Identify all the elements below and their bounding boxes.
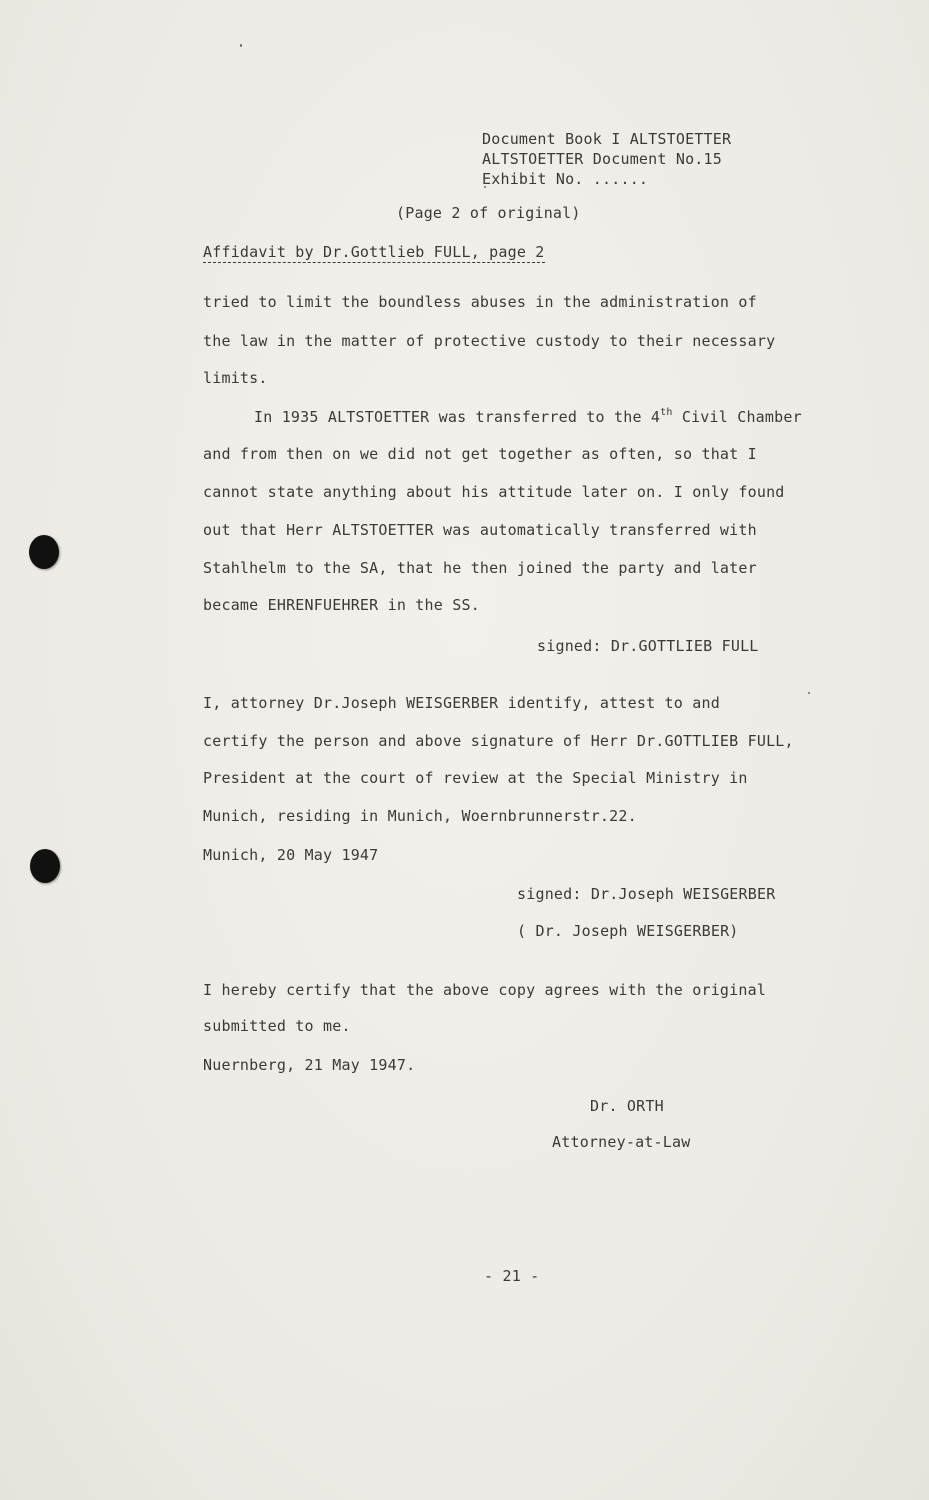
paragraph-2-text: In 1935 ALTSTOETTER was transferred to the 4 (254, 408, 661, 426)
page-number: - 21 - (484, 1267, 540, 1285)
paper-speck (240, 44, 242, 47)
punch-hole (30, 849, 60, 883)
paragraph-2-line: became EHRENFUEHRER in the SS. (203, 596, 480, 614)
header-document-number: ALTSTOETTER Document No.15 (482, 150, 722, 168)
paragraph-2-first-line (254, 408, 802, 426)
document-header (482, 130, 731, 190)
signature-weisgerber: signed: Dr.Joseph WEISGERBER (517, 885, 776, 903)
paragraph-1-line: limits. (203, 369, 268, 387)
certification-line: I hereby certify that the above copy agrees with the original (203, 981, 767, 999)
attestation-line: President at the court of review at the Special Ministry in (203, 769, 748, 787)
attestation-date: Munich, 20 May 1947 (203, 846, 379, 864)
signature-full: signed: Dr.GOTTLIEB FULL (537, 637, 759, 655)
signature-orth-role: Attorney-at-Law (552, 1133, 691, 1151)
paragraph-2-line: cannot state anything about his attitude later on. I only found (203, 483, 785, 501)
header-exhibit-number: Exhibit No. ...... (482, 170, 649, 188)
certification-line: submitted to me. (203, 1017, 351, 1035)
certification-date: Nuernberg, 21 May 1947. (203, 1056, 416, 1074)
ordinal-suffix: th (660, 407, 673, 418)
attestation-line: Munich, residing in Munich, Woernbrunnerstr.22. (203, 807, 637, 825)
paragraph-2-line: Stahlhelm to the SA, that he then joined the party and later (203, 559, 757, 577)
punch-hole (29, 535, 59, 569)
paragraph-2-text: Civil Chamber (672, 408, 802, 426)
paragraph-1-line: tried to limit the boundless abuses in the administration of (203, 293, 757, 311)
page-reference: (Page 2 of original) (396, 204, 581, 222)
paragraph-2-line: out that Herr ALTSTOETTER was automatically transferred with (203, 521, 757, 539)
paragraph-1-line: the law in the matter of protective custody to their necessary (203, 332, 776, 350)
signature-orth: Dr. ORTH (590, 1097, 664, 1115)
affidavit-title: Affidavit by Dr.Gottlieb FULL, page 2 (203, 243, 545, 261)
signature-weisgerber-name: ( Dr. Joseph WEISGERBER) (517, 922, 739, 940)
header-book-line: Document Book I ALTSTOETTER (482, 130, 732, 148)
attestation-line: I, attorney Dr.Joseph WEISGERBER identify, attest to and (203, 694, 720, 712)
attestation-line: certify the person and above signature of Herr Dr.GOTTLIEB FULL, (203, 732, 794, 750)
paper-speck (808, 692, 810, 694)
paragraph-2-line: and from then on we did not get together as often, so that I (203, 445, 757, 463)
